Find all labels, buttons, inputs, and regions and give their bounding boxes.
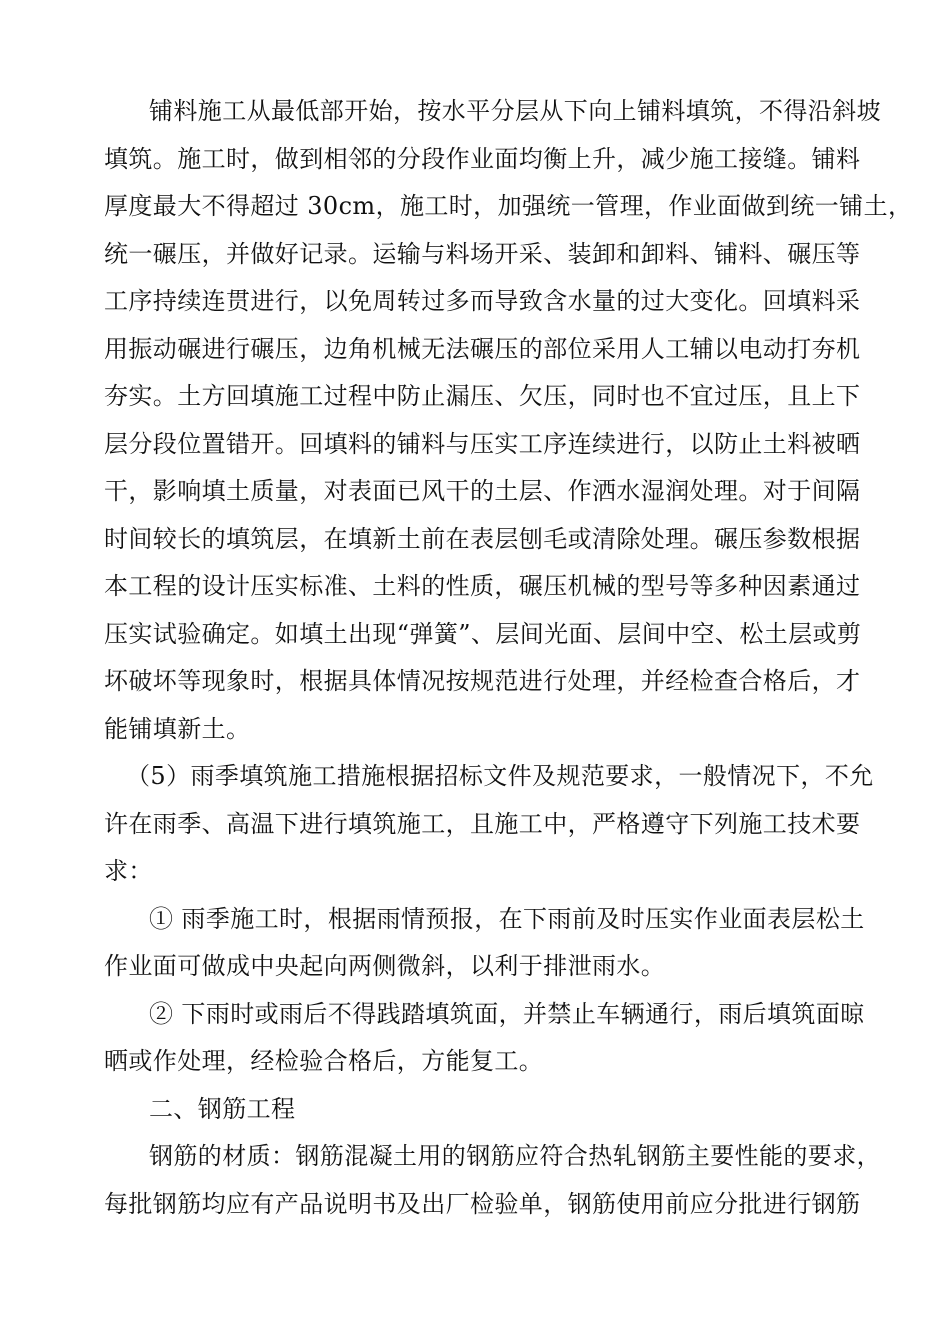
text-line: 统一碾压，并做好记录。运输与料场开采、装卸和卸料、铺料、碾压等 xyxy=(104,239,861,268)
text-line: 工序持续连贯进行，以免周转过多而导致含水量的过大变化。回填料采 xyxy=(104,287,861,315)
text-line: ① 雨季施工时，根据雨情预报，在下雨前及时压实作业面表层松土 xyxy=(149,904,865,933)
text-line: 能铺填新土。 xyxy=(104,714,251,743)
section-heading xyxy=(104,1086,864,1134)
document-body xyxy=(104,88,913,1228)
text-line: 求： xyxy=(104,857,153,885)
list-item-1 xyxy=(104,896,864,991)
text-line: 铺料施工从最低部开始，按水平分层从下向上铺料填筑，不得沿斜坡 xyxy=(149,97,881,125)
paragraph-rebar-material xyxy=(104,1133,881,1228)
text-line: ② 下雨时或雨后不得践踏填筑面，并禁止车辆通行，雨后填筑面晾 xyxy=(149,999,865,1028)
paragraph-backfill-procedure xyxy=(104,88,913,753)
text-line: 本工程的设计压实标准、土料的性质，碾压机械的型号等多种因素通过 xyxy=(104,572,861,600)
heading-text: 二、钢筋工程 xyxy=(149,1094,296,1123)
list-item-2 xyxy=(104,991,864,1086)
text-line: 晒或作处理，经检验合格后，方能复工。 xyxy=(104,1047,544,1075)
paragraph-rainy-season xyxy=(104,753,874,896)
text-line: 压实试验确定。如填土出现“弹簧”、层间光面、层间中空、松土层或剪 xyxy=(104,619,862,648)
text-line: 钢筋的材质：钢筋混凝土用的钢筋应符合热轧钢筋主要性能的要求， xyxy=(149,1142,881,1170)
text-line: 坏破坏等现象时，根据具体情况按规范进行处理，并经检查合格后，才 xyxy=(104,667,861,695)
text-line: （5）雨季填筑施工措施根据招标文件及规范要求，一般情况下，不允 xyxy=(126,762,874,790)
text-line: 填筑。施工时，做到相邻的分段作业面均衡上升，减少施工接缝。铺料 xyxy=(104,144,861,173)
text-line: 用振动碾进行碾压，边角机械无法碾压的部位采用人工辅以电动打夯机 xyxy=(104,334,861,363)
text-line: 层分段位置错开。回填料的铺料与压实工序连续进行，以防止土料被晒 xyxy=(104,429,861,458)
text-line: 厚度最大不得超过 30cm，施工时，加强统一管理，作业面做到统一铺土， xyxy=(104,192,913,220)
text-line: 干，影响填土质量，对表面已风干的土层、作洒水湿润处理。对于间隔 xyxy=(104,477,861,505)
text-line: 时间较长的填筑层，在填新土前在表层刨毛或清除处理。碾压参数根据 xyxy=(104,524,861,553)
text-line: 每批钢筋均应有产品说明书及出厂检验单，钢筋使用前应分批进行钢筋 xyxy=(104,1189,861,1218)
text-line: 许在雨季、高温下进行填筑施工，且施工中，严格遵守下列施工技术要 xyxy=(104,809,861,838)
text-line: 作业面可做成中央起向两侧微斜，以利于排泄雨水。 xyxy=(104,952,666,980)
text-line: 夯实。土方回填施工过程中防止漏压、欠压，同时也不宜过压，且上下 xyxy=(104,382,861,410)
